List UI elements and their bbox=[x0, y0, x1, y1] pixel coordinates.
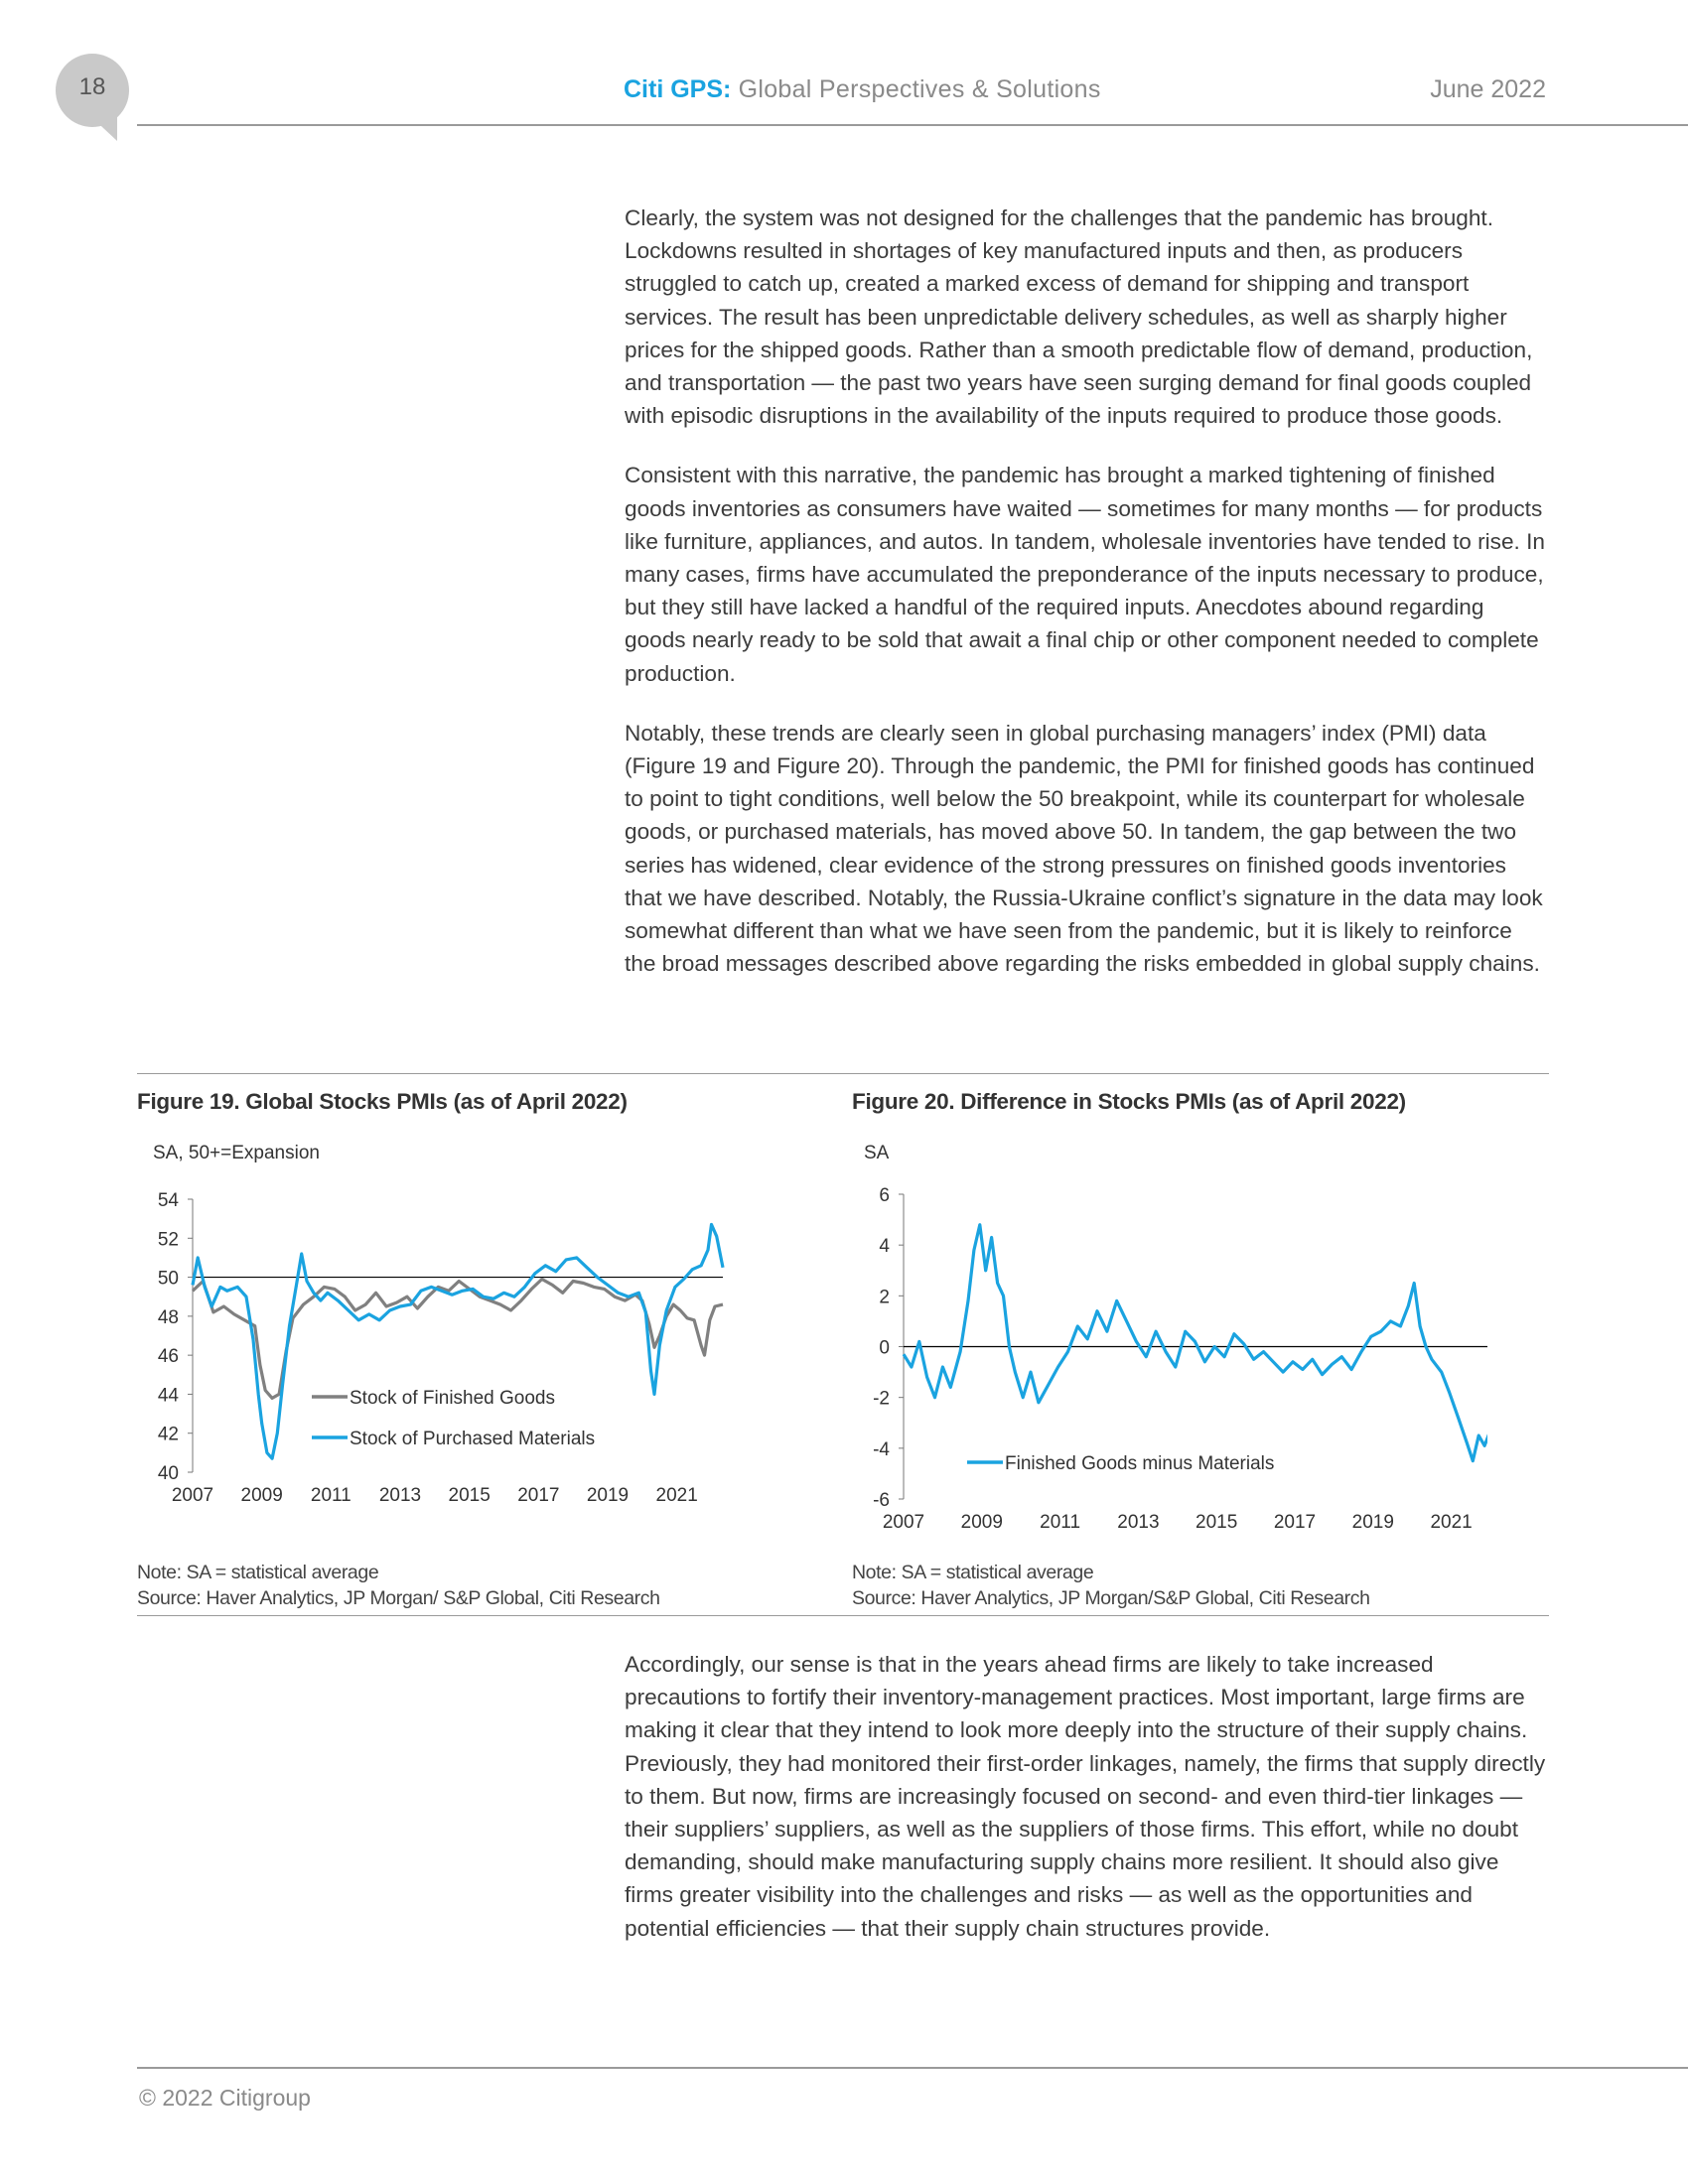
x-tick-label: 2015 bbox=[1196, 1512, 1238, 1533]
x-tick-label: 2007 bbox=[882, 1512, 925, 1533]
legend-label: Stock of Finished Goods bbox=[350, 1388, 555, 1409]
y-tick-label: 44 bbox=[157, 1385, 179, 1407]
brand-name: Citi GPS: bbox=[624, 75, 732, 103]
figures-top-divider bbox=[137, 1073, 1549, 1074]
x-tick-label: 2011 bbox=[1040, 1512, 1081, 1533]
x-tick-label: 2011 bbox=[310, 1485, 352, 1506]
series-line-finished-goods bbox=[193, 1280, 723, 1399]
body-paragraph: Notably, these trends are clearly seen in global purchasing managers’ index (PMI) data (Figure 19 and Figure 20). Through the pandemic, the PMI for finished goods has continued to point to tight conditions, well below the 50 breakpoint, while its counterpart for wholesale goods, or purchased materials, has moved above 50. In tandem, the gap between the two series has widened, clear evidence of the strong pressures on finished goods inventories that we have described. Notably, the Russia-Ukraine conflict’s signature in the data may look somewhat different than what we have seen from the pandemic, but it is likely to reinforce the broad messages described above regarding the risks embedded in global supply chains. bbox=[625, 720, 1543, 977]
y-axis-label: SA bbox=[864, 1143, 890, 1163]
page-number: 18 bbox=[78, 73, 106, 100]
x-tick-label: 2007 bbox=[171, 1485, 214, 1506]
figure-19-chart bbox=[137, 1137, 773, 1554]
x-tick-label: 2019 bbox=[1351, 1512, 1394, 1533]
y-tick-label: 4 bbox=[879, 1236, 890, 1258]
body-text-bottom bbox=[625, 1648, 1548, 1972]
legend-label: Finished Goods minus Materials bbox=[1005, 1453, 1275, 1474]
series-line-purchased-materials bbox=[193, 1225, 723, 1459]
y-tick-label: 40 bbox=[157, 1463, 179, 1484]
figure-title: Figure 19. Global Stocks PMIs (as of April 2022) bbox=[137, 1089, 628, 1114]
body-paragraph: Consistent with this narrative, the pandemic has brought a marked tightening of finished goods inventories as consumers have waited — sometimes for many months — for products like furniture, appliances, and autos. In tandem, wholesale inventories have tended to rise. In many cases, firms have accumulated the preponderance of the inputs necessary to produce, but they still have lacked a handful of the required inputs. Anecdotes abound regarding goods nearly ready to be sold that await a final chip or other component needed to complete production. bbox=[625, 463, 1545, 686]
header-brand bbox=[624, 75, 1101, 104]
x-tick-label: 2015 bbox=[448, 1485, 491, 1506]
x-tick-label: 2021 bbox=[655, 1485, 698, 1506]
x-tick-label: 2009 bbox=[240, 1485, 283, 1506]
y-tick-label: -6 bbox=[873, 1490, 890, 1511]
y-tick-label: 42 bbox=[157, 1424, 179, 1445]
y-tick-label: 6 bbox=[879, 1185, 890, 1206]
x-tick-label: 2017 bbox=[517, 1485, 560, 1506]
x-tick-label: 2009 bbox=[960, 1512, 1003, 1533]
figure-source: Source: Haver Analytics, JP Morgan/S&P Global, Citi Research bbox=[852, 1587, 1370, 1609]
x-tick-label: 2021 bbox=[1430, 1512, 1473, 1533]
y-tick-label: 2 bbox=[879, 1287, 890, 1308]
x-tick-label: 2017 bbox=[1273, 1512, 1317, 1533]
figure-note: Note: SA = statistical average bbox=[137, 1562, 379, 1583]
header-divider bbox=[137, 124, 1688, 126]
footer-divider bbox=[137, 2067, 1688, 2069]
y-tick-label: 50 bbox=[157, 1268, 179, 1290]
y-tick-label: 46 bbox=[157, 1346, 179, 1368]
figure-20 bbox=[852, 1085, 1487, 1621]
x-tick-label: 2013 bbox=[1117, 1512, 1160, 1533]
y-tick-label: 0 bbox=[879, 1337, 890, 1359]
body-text-top bbox=[625, 202, 1548, 1007]
figure-20-chart bbox=[852, 1137, 1487, 1554]
figure-source: Source: Haver Analytics, JP Morgan/ S&P Global, Citi Research bbox=[137, 1587, 660, 1609]
y-tick-label: -2 bbox=[873, 1388, 890, 1410]
legend-label: Stock of Purchased Materials bbox=[350, 1429, 596, 1449]
figure-notes bbox=[852, 1560, 1370, 1611]
header-date: June 2022 bbox=[1430, 75, 1546, 103]
y-tick-label: 54 bbox=[157, 1190, 179, 1211]
figures-bottom-divider bbox=[137, 1615, 1549, 1616]
figure-note: Note: SA = statistical average bbox=[852, 1562, 1094, 1583]
figure-19 bbox=[137, 1085, 773, 1621]
y-tick-label: 48 bbox=[157, 1306, 179, 1328]
series-line-difference bbox=[904, 1225, 1487, 1461]
figure-title: Figure 20. Difference in Stocks PMIs (as of April 2022) bbox=[852, 1089, 1406, 1114]
figure-notes bbox=[137, 1560, 660, 1611]
brand-tagline: Global Perspectives & Solutions bbox=[731, 75, 1101, 103]
y-tick-label: 52 bbox=[157, 1229, 179, 1251]
y-tick-label: -4 bbox=[873, 1438, 890, 1460]
x-tick-label: 2013 bbox=[378, 1485, 422, 1506]
body-paragraph: Accordingly, our sense is that in the years ahead firms are likely to take increased precautions to fortify their inventory-management practices. Most important, large firms are making it clear that they intend to look more deeply into the structure of their supply chains. Previously, they had monitored their first-order linkages, namely, the firms that supply directly to them. But now, firms are increasingly focused on second- and even third-tier linkages — their suppliers’ suppliers, as well as the suppliers of those firms. This effort, while no doubt demanding, should make manufacturing supply chains more resilient. It should also give firms greater visibility into the challenges and risks — as well as the opportunities and potential efficiencies — that their supply chain structures provide. bbox=[625, 1652, 1546, 1941]
body-paragraph: Clearly, the system was not designed for the challenges that the pandemic has brought. Lockdowns resulted in shortages of key manufactured inputs and then, as producers struggled to catch up, created a marked excess of demand for shipping and transport services. The result has been unpredictable delivery schedules, as well as sharply higher prices for the shipped goods. Rather than a smooth predictable flow of demand, production, and transportation — the past two years have seen surging demand for final goods coupled with episodic disruptions in the availability of the inputs required to produce those goods. bbox=[625, 205, 1533, 429]
footer-copyright: © 2022 Citigroup bbox=[139, 2085, 311, 2111]
y-axis-label: SA, 50+=Expansion bbox=[153, 1143, 320, 1163]
x-tick-label: 2019 bbox=[586, 1485, 630, 1506]
